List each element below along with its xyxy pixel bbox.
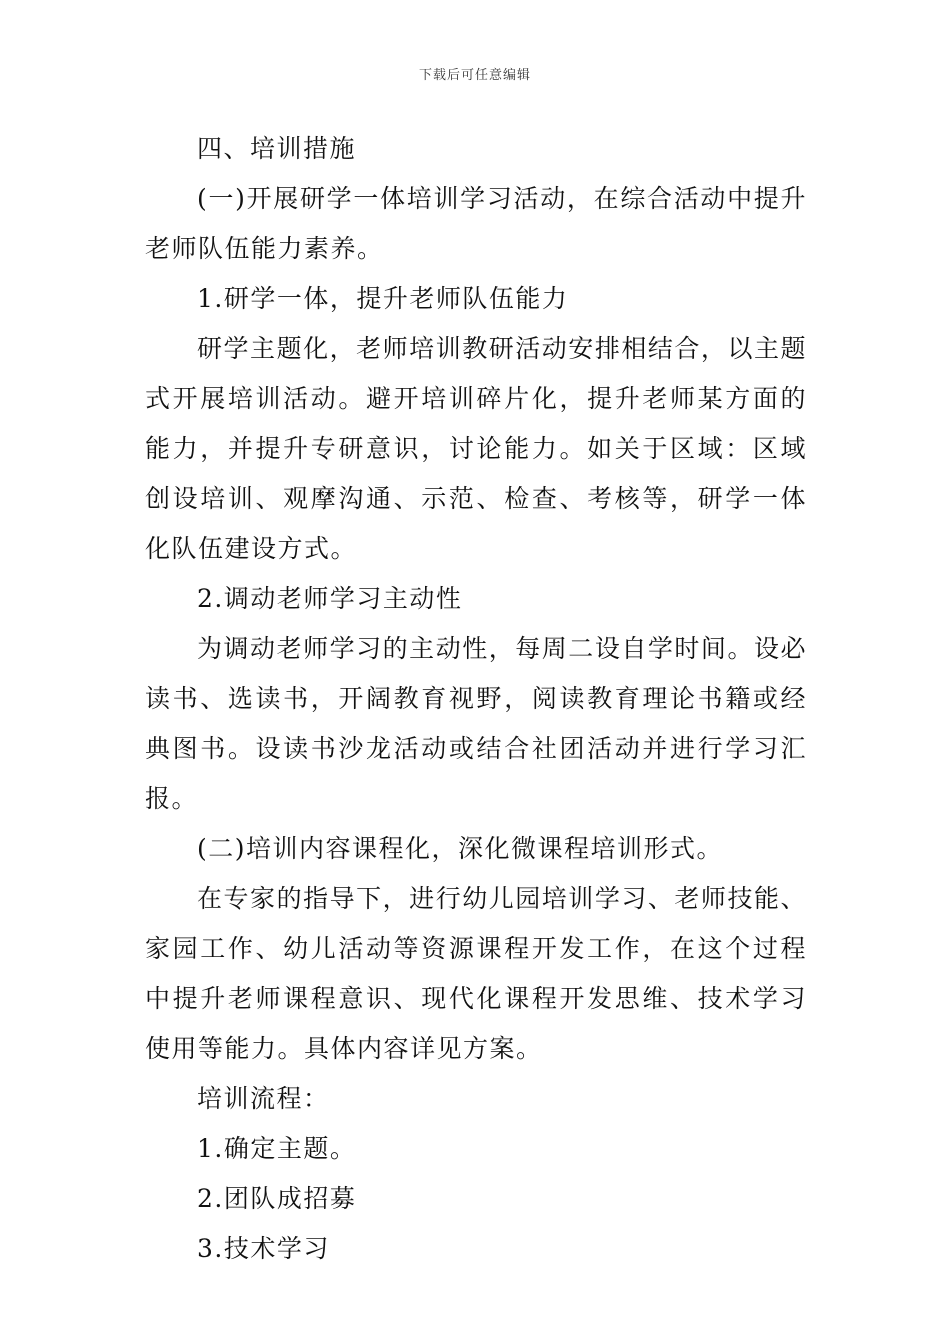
section-heading: 四、培训措施 — [197, 134, 357, 163]
header-note: 下载后可任意编辑 — [418, 68, 531, 83]
flow-step: 2.团队成招募 — [197, 1184, 357, 1213]
subsection-heading: (一)开展研学一体培训学习活动，在综合活动中提升老师队伍能力素养。 — [145, 184, 807, 263]
flow-step: 3.技术学习 — [197, 1234, 330, 1263]
body-paragraph: 为调动老师学习的主动性，每周二设自学时间。设必读书、选读书，开阔教育视野，阅读教育理论书籍或经典图书。设读书沙龙活动或结合社团活动并进行学习汇报。 — [145, 634, 807, 813]
body-paragraph: 研学主题化，老师培训教研活动安排相结合，以主题式开展培训活动。避开培训碎片化，提升老师某方面的能力，并提升专研意识，讨论能力。如关于区域：区域创设培训、观摩沟通、示范、检查、考核等，研学一体化队伍建设方式。 — [145, 334, 807, 563]
list-item-heading: 1.研学一体，提升老师队伍能力 — [197, 284, 569, 313]
subsection-heading: (二)培训内容课程化，深化微课程培训形式。 — [197, 834, 724, 863]
body-paragraph: 在专家的指导下，进行幼儿园培训学习、老师技能、家园工作、幼儿活动等资源课程开发工作，在这个过程中提升老师课程意识、现代化课程开发思维、技术学习使用等能力。具体内容详见方案。 — [145, 884, 807, 1063]
list-item-heading: 2.调动老师学习主动性 — [197, 584, 463, 613]
flow-step: 1.确定主题。 — [197, 1134, 357, 1163]
flow-label: 培训流程： — [197, 1084, 330, 1113]
document-body — [145, 124, 807, 1274]
